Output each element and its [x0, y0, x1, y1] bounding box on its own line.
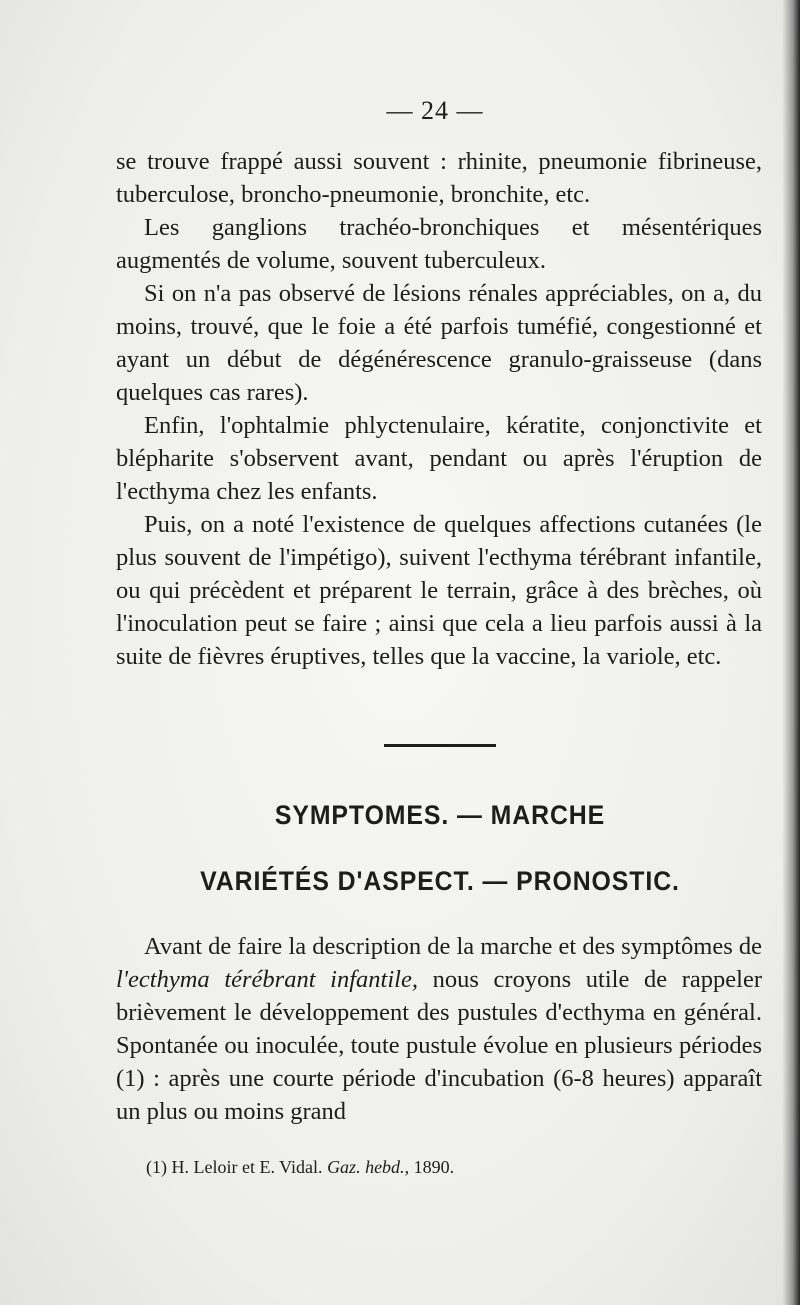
paragraph: Les ganglions trachéo-bronchiques et mésentériques augmentés de volume, souvent tuberculeux.	[116, 214, 762, 274]
footnote-journal: Gaz. hebd.	[327, 1157, 405, 1177]
section-heading-line-2: VARIÉTÉS D'ASPECT. — PRONOSTIC.	[200, 866, 680, 896]
paragraph: Enfin, l'ophtalmie phlyctenulaire, kératite, conjonctivite et blépharite s'observent avant, pendant ou après l'éruption de l'ecthyma chez les enfants.	[116, 412, 762, 505]
footnote	[146, 1155, 454, 1179]
section-divider	[384, 744, 496, 747]
section-paragraph-italic: l'ecthyma térébrant infantile,	[116, 966, 418, 993]
footnote-year: , 1890.	[404, 1157, 455, 1177]
page-edge-shadow	[782, 0, 800, 1305]
section-heading-line-1: SYMPTOMES. — MARCHE	[274, 800, 606, 830]
footnote-mark: (1)	[146, 1157, 172, 1177]
paragraph: Puis, on a noté l'existence de quelques affections cutanées (le plus souvent de l'impétigo), suivent l'ecthyma térébrant infantile, ou qui précèdent et préparent le terrain, grâce à des brèches, où l'inoculation peut se faire ; ainsi que cela a lieu parfois aussi à la suite de fièvres éruptives, telles que la vaccine, la variole, etc.	[116, 511, 762, 670]
body-text-section	[116, 930, 762, 1128]
paragraph: se trouve frappé aussi souvent : rhinite, pneumonie fibrineuse, tuberculose, broncho-pneumonie, bronchite, etc.	[116, 148, 762, 208]
body-text-top	[116, 145, 762, 673]
section-paragraph	[116, 930, 762, 1128]
page-number: — 24 —	[386, 96, 484, 125]
section-paragraph-text: nous croyons utile de rappeler brièvement le développement des pustules d'ecthyma en général. Spontanée ou inoculée, toute pustule évolue en plusieurs périodes (1) : après une courte période d'incubation (6-8 heures) apparaît un plus ou moins grand	[116, 966, 762, 1125]
section-paragraph-text: Avant de faire la description de la marche et des symptômes de	[144, 933, 762, 960]
paragraph: Si on n'a pas observé de lésions rénales appréciables, on a, du moins, trouvé, que le foie a été parfois tuméfié, congestionné et ayant un début de dégénérescence granulo-graisseuse (dans quelques cas rares).	[116, 280, 762, 406]
footnote-authors: H. Leloir et E. Vidal.	[171, 1157, 328, 1177]
